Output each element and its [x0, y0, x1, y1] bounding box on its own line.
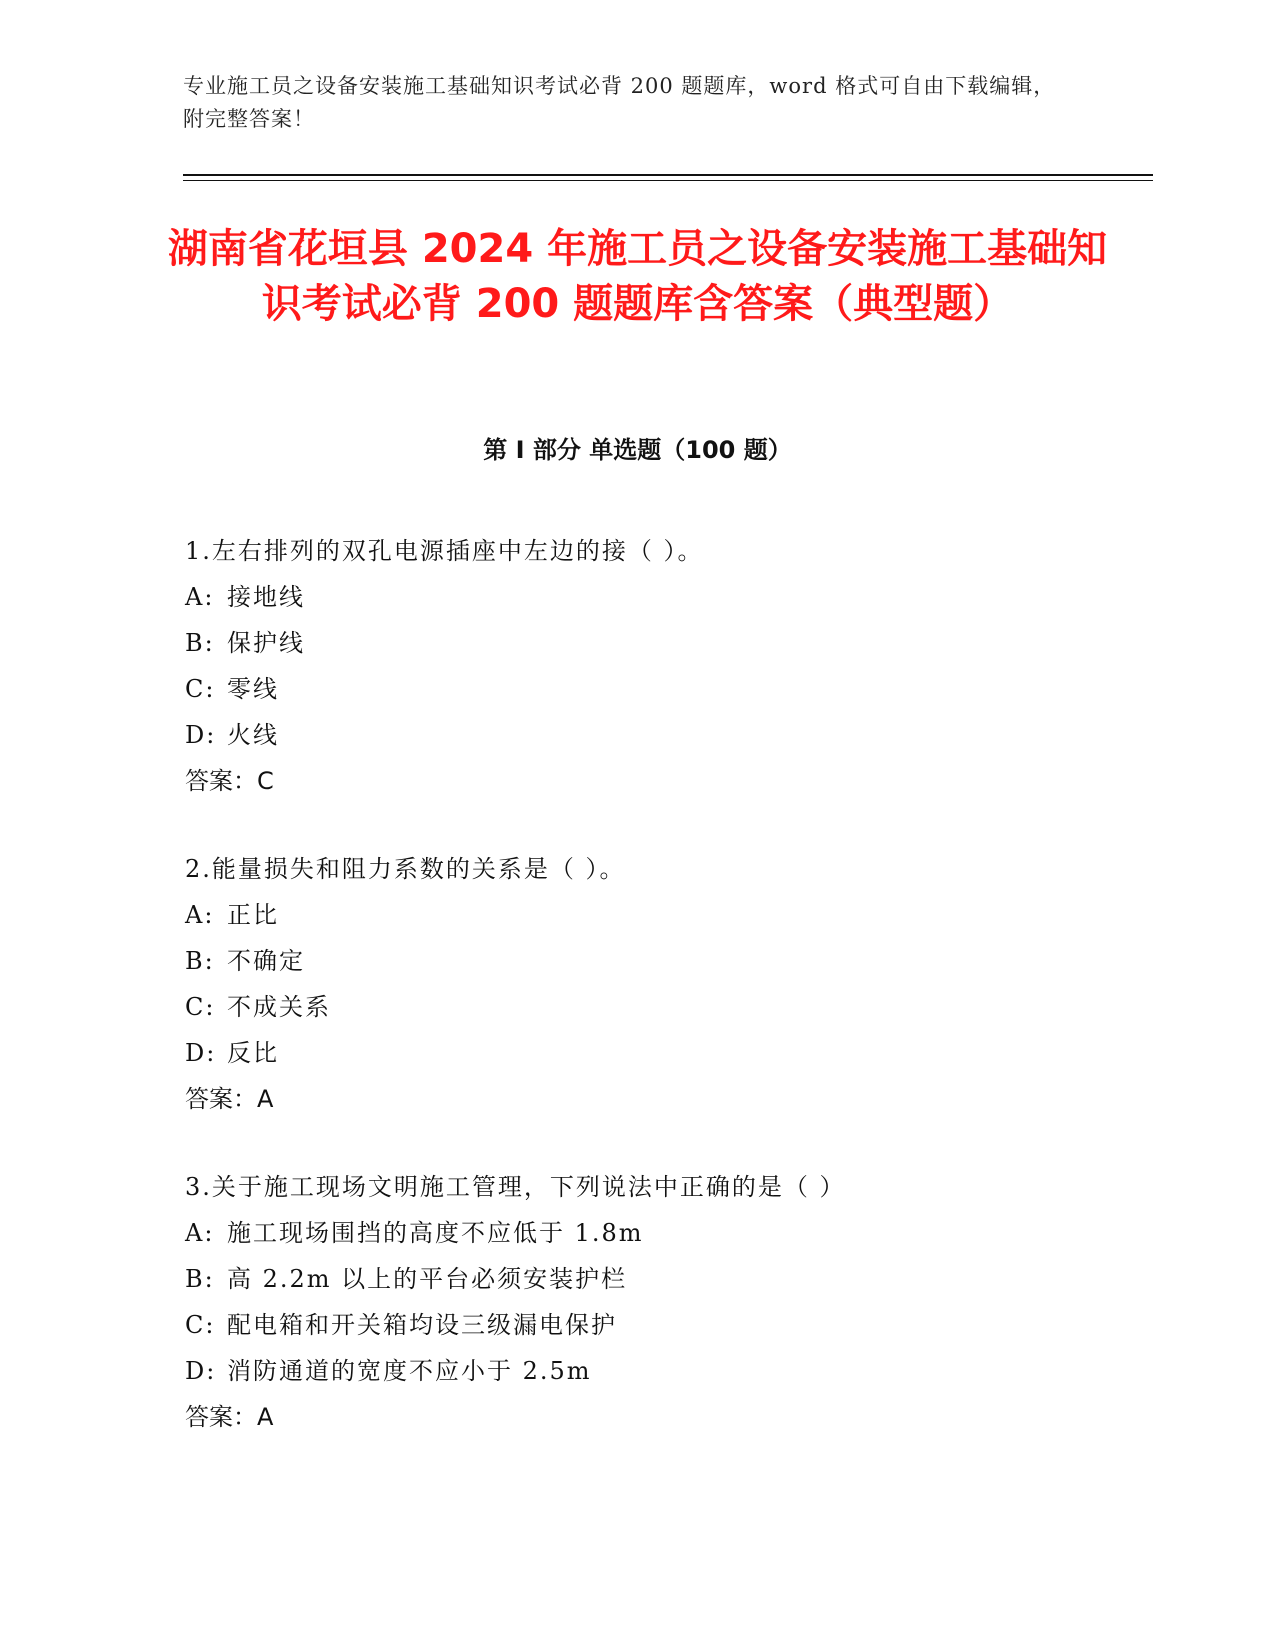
section-title: 第 I 部分 单选题（100 题）	[483, 436, 792, 464]
option-key: C:	[185, 993, 216, 1021]
option-text: 消防通道的宽度不应小于 2.5m	[227, 1357, 592, 1385]
question-stem: 2.能量损失和阻力系数的关系是（ ）。	[185, 855, 626, 883]
option-text: 正比	[227, 901, 279, 929]
option-c	[185, 984, 1135, 1030]
option-d	[185, 1348, 1135, 1394]
option-key: A:	[185, 901, 215, 929]
option-text: 施工现场围挡的高度不应低于 1.8m	[227, 1219, 644, 1247]
option-key: B:	[185, 629, 215, 657]
option-b	[185, 938, 1135, 984]
option-b	[185, 1256, 1135, 1302]
option-text: 保护线	[227, 629, 305, 657]
option-text: 不确定	[227, 947, 305, 975]
option-key: B:	[185, 1265, 215, 1293]
option-text: 火线	[227, 721, 279, 749]
header-note: 专业施工员之设备安装施工基础知识考试必背 200 题题库，word 格式可自由下载编辑，附完整答案！	[183, 74, 1056, 131]
option-key: B:	[185, 947, 215, 975]
question-1	[185, 528, 1135, 804]
option-key: D:	[185, 1039, 217, 1067]
answer: 答案：A	[185, 1085, 274, 1113]
option-c	[185, 1302, 1135, 1348]
option-text: 零线	[227, 675, 279, 703]
option-b	[185, 620, 1135, 666]
option-key: D:	[185, 721, 217, 749]
option-text: 高 2.2m 以上的平台必须安装护栏	[227, 1265, 628, 1293]
option-key: A:	[185, 1219, 215, 1247]
option-text: 接地线	[227, 583, 305, 611]
question-2	[185, 846, 1135, 1122]
option-c	[185, 666, 1135, 712]
option-key: C:	[185, 675, 216, 703]
question-stem: 3.关于施工现场文明施工管理，下列说法中正确的是（ ）	[185, 1173, 846, 1201]
option-a	[185, 892, 1135, 938]
option-key: A:	[185, 583, 215, 611]
option-text: 反比	[227, 1039, 279, 1067]
option-d	[185, 1030, 1135, 1076]
document-title: 湖南省花垣县 2024 年施工员之设备安装施工基础知识考试必背 200 题题库含答案（典型题）	[167, 226, 1108, 327]
answer: 答案：C	[185, 767, 274, 795]
option-d	[185, 712, 1135, 758]
header-rule-thin	[183, 180, 1153, 181]
option-key: C:	[185, 1311, 216, 1339]
question-stem: 1.左右排列的双孔电源插座中左边的接（ ）。	[185, 537, 704, 565]
option-a	[185, 574, 1135, 620]
option-key: D:	[185, 1357, 217, 1385]
question-3	[185, 1164, 1135, 1440]
option-text: 配电箱和开关箱均设三级漏电保护	[227, 1311, 617, 1339]
question-list	[185, 528, 1135, 1482]
option-a	[185, 1210, 1135, 1256]
header-rule-thick	[183, 174, 1153, 176]
answer: 答案：A	[185, 1403, 274, 1431]
option-text: 不成关系	[227, 993, 331, 1021]
